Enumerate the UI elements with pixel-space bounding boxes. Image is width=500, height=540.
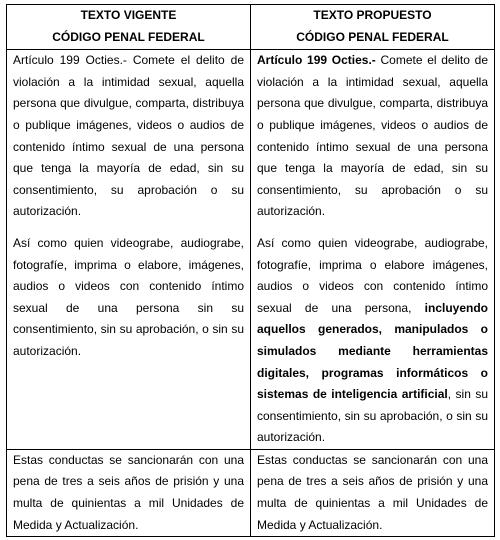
proposed-paragraph-2-end: , sin su consentimiento, sin su aprobación, o sin su autorización.	[257, 387, 488, 445]
proposed-paragraph-2	[257, 233, 488, 449]
proposed-added-text: incluyendo aquellos generados, manipulados o simulados mediante herramientas digitales, programas informáticos o sistemas de inteligencia artificial	[257, 300, 488, 402]
current-article-cell	[7, 50, 251, 450]
comparison-table	[6, 4, 495, 537]
header-proposed-text	[251, 5, 495, 50]
current-sanction-cell	[7, 449, 251, 536]
header-current-code: CÓDIGO PENAL FEDERAL	[52, 29, 205, 44]
proposed-paragraph-1-text: Comete el delito de violación a la intimidad sexual, aquella persona que divulgue, comparta, distribuya o publique imágenes, videos o audios de contenido íntimo sexual de una persona que tenga la mayoría de edad, sin su consentimiento, su aprobación o su autorización.	[257, 53, 488, 219]
proposed-paragraph-1	[257, 50, 488, 223]
current-paragraph-2: Así como quien videograbe, audiograbe, fotografíe, imprima o elabore, imágenes, audios o videos con contenido íntimo sexual de una persona sin su consentimiento, sin su aprobación, o sin su autorización.	[13, 235, 244, 358]
proposed-paragraph-2-start: Así como quien videograbe, audiograbe, fotografíe, imprima o elabore imágenes, audios o videos con contenido íntimo sexual de una persona,	[257, 235, 488, 315]
header-row	[7, 5, 495, 50]
current-paragraph-3: Estas conductas se sancionarán con una pena de tres a seis años de prisión y una multa de quinientas a mil Unidades de Medida y Actualización.	[13, 452, 244, 532]
proposed-article-heading: Artículo 199 Octies.-	[257, 53, 376, 68]
current-paragraph-1: Artículo 199 Octies.- Comete el delito de violación a la intimidad sexual, aquella persona que divulgue, comparta, distribuya o publique imágenes, videos o audios de contenido íntimo sexual de una persona que tenga la mayoría de edad, sin su consentimiento, su aprobación o su autorización.	[13, 53, 244, 219]
header-current-text	[7, 5, 251, 50]
proposed-article-cell	[251, 50, 495, 450]
table-row	[7, 50, 495, 450]
header-current-title: TEXTO VIGENTE	[80, 8, 177, 22]
header-proposed-code: CÓDIGO PENAL FEDERAL	[296, 29, 449, 44]
proposed-paragraph-3: Estas conductas se sancionarán con una pena de tres a seis años de prisión y una multa de quinientas a mil Unidades de Medida y Actualización.	[257, 452, 488, 532]
proposed-sanction-cell	[251, 449, 495, 536]
header-proposed-title: TEXTO PROPUESTO	[313, 8, 432, 22]
table-row	[7, 449, 495, 536]
